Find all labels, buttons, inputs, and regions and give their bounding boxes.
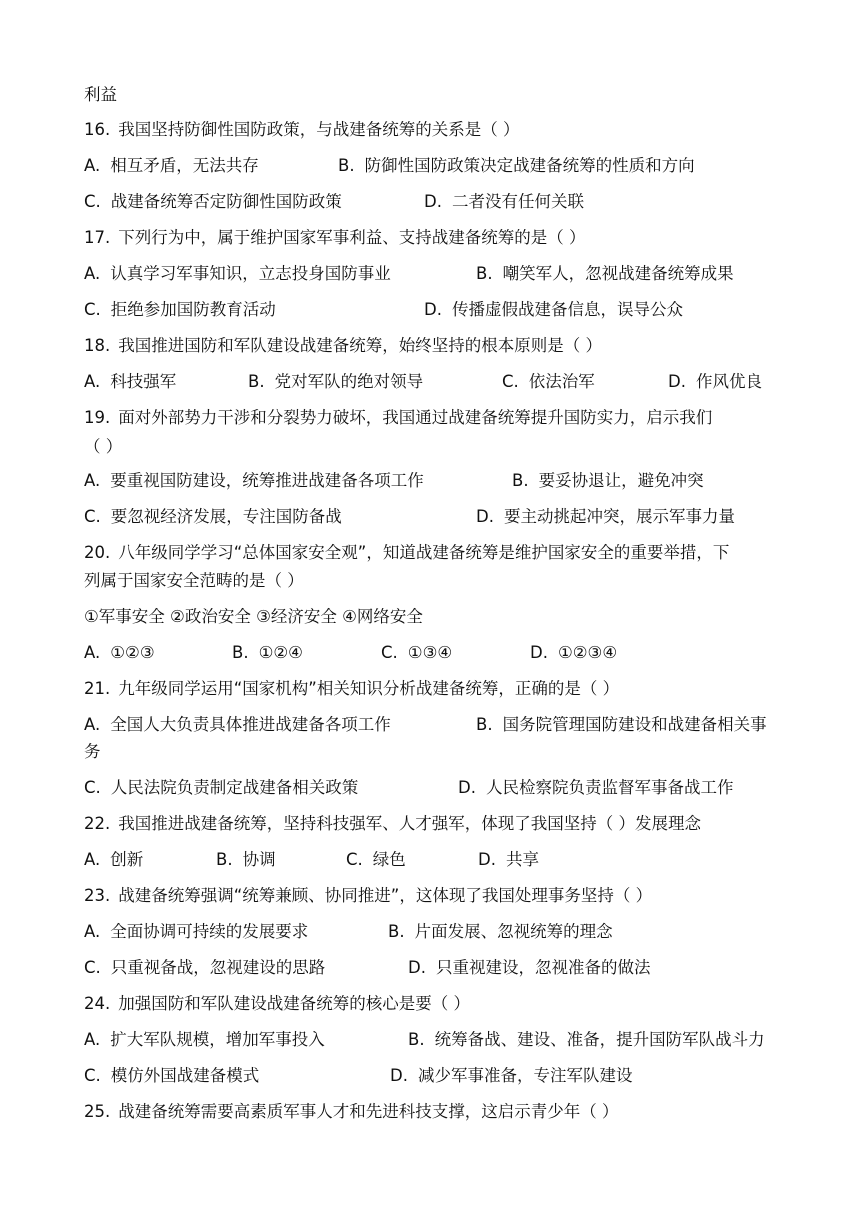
option-b: B. 片面发展、忽视统筹的理念 bbox=[388, 922, 613, 941]
question-number: 23. bbox=[84, 886, 111, 905]
question-text: 八年级同学学习“总体国家安全观”，知道战建备统筹是维护国家安全的重要举措，下 bbox=[118, 543, 730, 562]
option-a: A. 全国人大负责具体推进战建备各项工作 bbox=[84, 715, 391, 734]
question-text: 战建备统筹需要高素质军事人才和先进科技支撑，这启示青少年（ ） bbox=[118, 1102, 619, 1121]
question-number: 21. bbox=[84, 679, 111, 698]
numbered-items: ①军事安全 ②政治安全 ③经济安全 ④网络安全 bbox=[84, 607, 423, 626]
question-number: 17. bbox=[84, 228, 111, 247]
options-row bbox=[84, 921, 804, 943]
options-row bbox=[84, 506, 804, 528]
question-number: 24. bbox=[84, 994, 111, 1013]
option-b: B. 统筹备战、建设、准备，提升国防军队战斗力 bbox=[408, 1030, 765, 1049]
option-c: C. 战建备统筹否定防御性国防政策 bbox=[84, 192, 342, 211]
option-a: A. 科技强军 bbox=[84, 372, 177, 391]
question-22 bbox=[84, 813, 701, 835]
option-d: D. 二者没有任何关联 bbox=[424, 192, 584, 211]
option-c: C. 绿色 bbox=[346, 850, 406, 869]
question-17 bbox=[84, 227, 586, 249]
question-number: 25. bbox=[84, 1102, 111, 1121]
question-number: 20. bbox=[84, 543, 111, 562]
options-row bbox=[84, 957, 804, 979]
continued-text: 利益 bbox=[84, 85, 117, 104]
question-continuation: 列属于国家安全范畴的是（ ） bbox=[84, 571, 304, 590]
option-a: A. 扩大军队规模，增加军事投入 bbox=[84, 1030, 325, 1049]
question-text: 战建备统筹强调“统筹兼顾、协同推进”，这体现了我国处理事务坚持（ ） bbox=[118, 886, 653, 905]
question-23 bbox=[84, 885, 652, 907]
option-a: A. 认真学习军事知识，立志投身国防事业 bbox=[84, 264, 391, 283]
options-row bbox=[84, 1065, 804, 1087]
option-d: D. 减少军事准备，专注军队建设 bbox=[390, 1066, 633, 1085]
question-text: 我国推进战建备统筹，坚持科技强军、人才强军，体现了我国坚持（ ）发展理念 bbox=[118, 814, 701, 833]
option-a: A. ①②③ bbox=[84, 643, 155, 662]
question-16 bbox=[84, 119, 520, 141]
option-a: A. 相互矛盾，无法共存 bbox=[84, 156, 259, 175]
option-c: C. 拒绝参加国防教育活动 bbox=[84, 300, 276, 319]
option-d: D. 人民检察院负责监督军事备战工作 bbox=[458, 778, 734, 797]
options-row bbox=[84, 155, 804, 177]
question-24 bbox=[84, 993, 470, 1015]
option-d: D. 共享 bbox=[478, 850, 539, 869]
option-a: A. 要重视国防建设，统筹推进战建备各项工作 bbox=[84, 471, 424, 490]
option-b: B. 国务院管理国防建设和战建备相关事 bbox=[476, 715, 767, 734]
question-19 bbox=[84, 407, 712, 429]
question-text: 下列行为中，属于维护国家军事利益、支持战建备统筹的是（ ） bbox=[118, 228, 586, 247]
options-row bbox=[84, 849, 804, 871]
question-text: 我国推进国防和军队建设战建备统筹，始终坚持的根本原则是（ ） bbox=[118, 336, 602, 355]
options-row bbox=[84, 191, 804, 213]
question-18 bbox=[84, 335, 602, 357]
options-row bbox=[84, 371, 804, 393]
question-21 bbox=[84, 678, 619, 700]
option-d: D. 作风优良 bbox=[668, 372, 762, 391]
question-number: 18. bbox=[84, 336, 111, 355]
question-text: 我国坚持防御性国防政策，与战建备统筹的关系是（ ） bbox=[118, 120, 520, 139]
options-row bbox=[84, 263, 804, 285]
option-b: B. 嘲笑军人，忽视战建备统筹成果 bbox=[476, 264, 734, 283]
option-d: D. 只重视建设，忽视准备的做法 bbox=[408, 958, 651, 977]
option-a: A. 全面协调可持续的发展要求 bbox=[84, 922, 309, 941]
question-text: 九年级同学运用“国家机构”相关知识分析战建备统筹，正确的是（ ） bbox=[118, 679, 620, 698]
options-row bbox=[84, 1029, 804, 1051]
option-a: A. 创新 bbox=[84, 850, 144, 869]
option-c: C. 要忽视经济发展，专注国防备战 bbox=[84, 507, 342, 526]
option-d: D. 传播虚假战建备信息，误导公众 bbox=[424, 300, 683, 319]
option-b: B. ①②④ bbox=[232, 643, 303, 662]
options-row bbox=[84, 299, 804, 321]
option-b: B. 要妥协退让，避免冲突 bbox=[512, 471, 704, 490]
question-20 bbox=[84, 542, 729, 564]
question-text: 加强国防和军队建设战建备统筹的核心是要（ ） bbox=[118, 994, 470, 1013]
option-c: C. 只重视备战，忽视建设的思路 bbox=[84, 958, 326, 977]
options-row bbox=[84, 714, 804, 736]
question-number: 19. bbox=[84, 408, 111, 427]
option-c: C. 依法治军 bbox=[502, 372, 595, 391]
options-row bbox=[84, 777, 804, 799]
option-d: D. ①②③④ bbox=[530, 643, 618, 662]
option-d: D. 要主动挑起冲突，展示军事力量 bbox=[476, 507, 735, 526]
option-c: C. ①③④ bbox=[381, 643, 453, 662]
option-b: B. 协调 bbox=[216, 850, 276, 869]
option-b: B. 防御性国防政策决定战建备统筹的性质和方向 bbox=[338, 156, 695, 175]
question-25 bbox=[84, 1101, 619, 1123]
question-text: 面对外部势力干涉和分裂势力破坏，我国通过战建备统筹提升国防实力，启示我们 bbox=[118, 408, 713, 427]
option-b: B. 党对军队的绝对领导 bbox=[248, 372, 424, 391]
options-row bbox=[84, 642, 804, 664]
option-continuation: 务 bbox=[84, 742, 101, 761]
question-continuation: （ ） bbox=[84, 437, 123, 456]
option-c: C. 人民法院负责制定战建备相关政策 bbox=[84, 778, 359, 797]
question-number: 22. bbox=[84, 814, 111, 833]
question-number: 16. bbox=[84, 120, 111, 139]
option-c: C. 模仿外国战建备模式 bbox=[84, 1066, 260, 1085]
options-row bbox=[84, 470, 804, 492]
